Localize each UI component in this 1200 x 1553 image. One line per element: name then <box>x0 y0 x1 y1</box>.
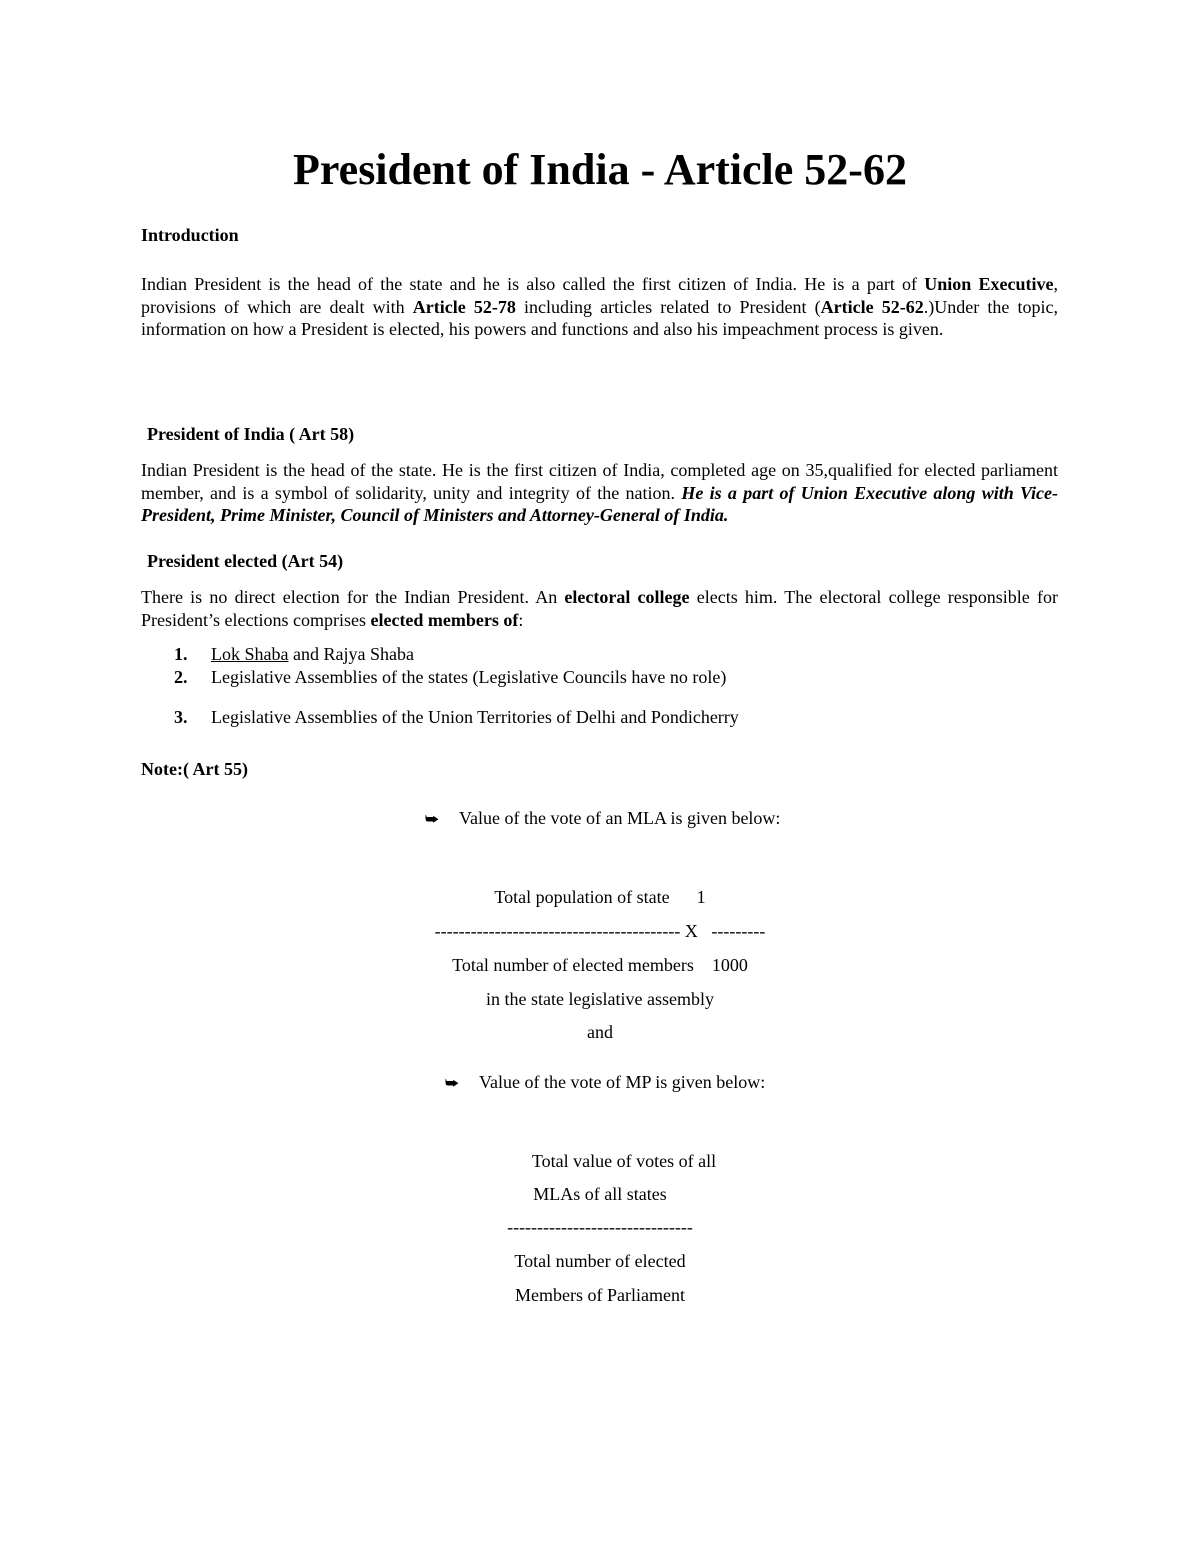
mla-formula-denominator-2: in the state legislative assembly <box>486 989 714 1009</box>
art54-text-1: There is no direct election for the Indian President. An <box>141 587 565 607</box>
list-item-text: Legislative Assemblies of the states (Legislative Councils have no role) <box>211 667 727 687</box>
mla-bullet-line <box>425 807 780 830</box>
mla-formula-denominator-1: Total number of elected members 1000 <box>452 955 748 975</box>
art54-bold-electoral-college: electoral college <box>564 587 690 607</box>
list-item-text: Legislative Assemblies of the Union Territories of Delhi and Pondicherry <box>211 707 739 727</box>
mp-formula-numerator-2: MLAs of all states <box>533 1184 667 1204</box>
arrowhead-bullet-icon: ⮩ <box>425 810 439 828</box>
intro-text-4: .)Under the topic, information on how a President is elected, his powers and functions and also his impeachment process is given. <box>141 296 1058 339</box>
art54-text-2: elects him. The electoral college responsible for President’s elections comprises <box>141 587 1058 630</box>
list-item-number: 3. <box>174 707 188 727</box>
art58-bold-italic-text: He is a part of Union Executive along with Vice-President, Prime Minister, Council of Ministers and Attorney-General of India. <box>141 482 1058 525</box>
mp-formula-denominator-1: Total number of elected <box>514 1251 686 1271</box>
list-item-text <box>211 643 414 666</box>
intro-bold-article-52-78: Article 52-78 <box>412 296 516 317</box>
art58-text-1: Indian President is the head of the state. He is the first citizen of India, completed age on 35,qualified for elected parliament member, and is a symbol of solidarity, unity and integrity of the nation. <box>141 460 1058 503</box>
mla-bullet-text: Value of the vote of an MLA is given below: <box>459 808 781 828</box>
art58-paragraph <box>141 459 1058 527</box>
list-item-number: 2. <box>174 667 188 687</box>
intro-text-2: , provisions of which are dealt with <box>141 274 1058 317</box>
intro-bold-article-52-62: Article 52-62 <box>820 296 924 317</box>
formula-joiner: and <box>587 1022 613 1042</box>
mp-bullet-text: Value of the vote of MP is given below: <box>479 1072 766 1092</box>
mla-formula-divider: ----------------------------------------- X --------- <box>434 921 766 941</box>
note-heading: Note:( Art 55) <box>141 759 248 779</box>
mp-bullet-line <box>445 1071 765 1094</box>
introduction-heading: Introduction <box>141 225 239 245</box>
list-item-underlined-text: Lok Shaba <box>211 644 289 664</box>
list-item-number: 1. <box>174 644 188 664</box>
list-item-rest-text: and Rajya Shaba <box>288 644 414 664</box>
mla-formula-numerator: Total population of state 1 <box>494 887 706 907</box>
mp-formula-numerator-1: Total value of votes of all <box>531 1151 717 1171</box>
intro-bold-union-executive: Union Executive <box>924 274 1054 294</box>
intro-text-3: including articles related to President ( <box>515 296 821 317</box>
arrowhead-bullet-icon: ⮩ <box>445 1074 459 1092</box>
art58-heading: President of India ( Art 58) <box>147 424 355 444</box>
intro-text-1: Indian President is the head of the state and he is also called the first citizen of India. He is a part of <box>141 274 925 294</box>
introduction-paragraph <box>141 273 1058 341</box>
mp-formula-denominator-2: Members of Parliament <box>515 1285 685 1305</box>
page-title: President of India - Article 52-62 <box>293 145 907 194</box>
mp-formula-divider: ------------------------------- <box>507 1217 693 1237</box>
art54-text-3: : <box>518 609 524 630</box>
art54-paragraph <box>141 586 1058 631</box>
art54-heading: President elected (Art 54) <box>147 551 344 571</box>
art54-bold-elected-members: elected members of <box>370 609 519 630</box>
